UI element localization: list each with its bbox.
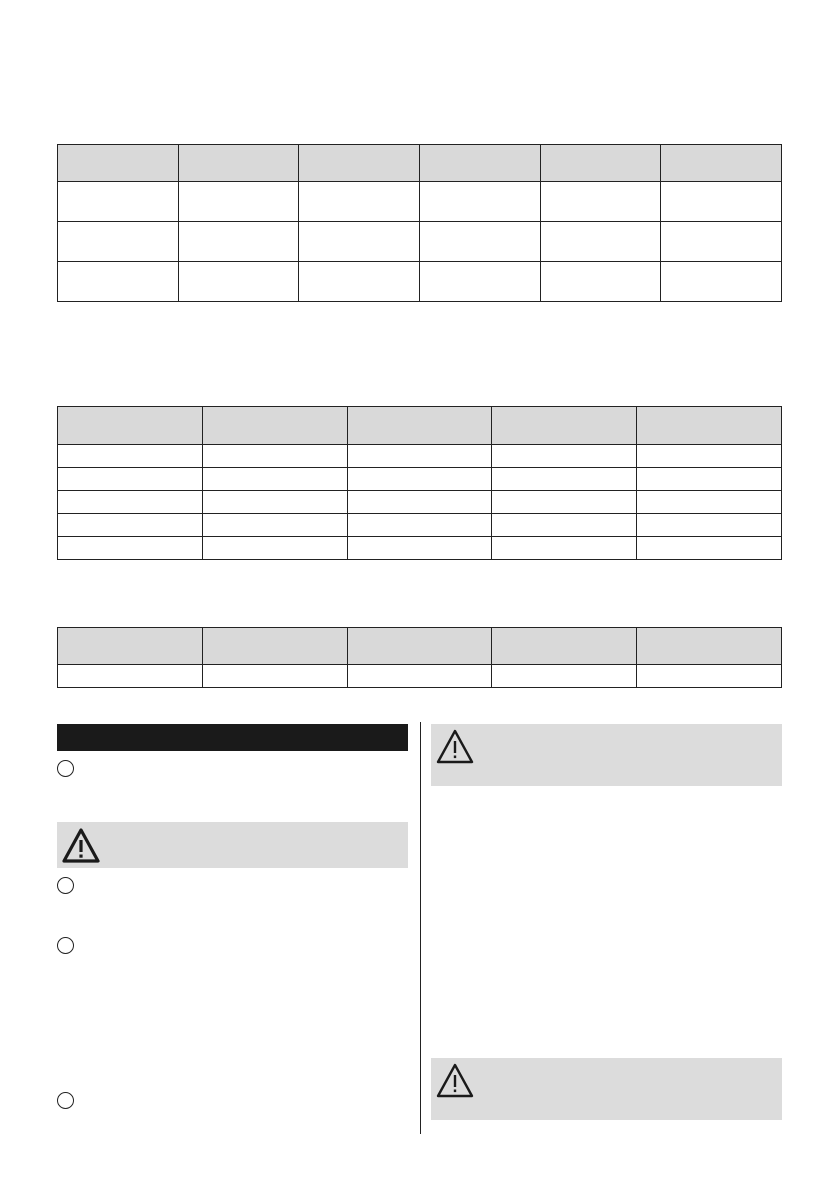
table-cell [637, 665, 782, 688]
table-cell [492, 514, 637, 537]
table-cell [419, 222, 540, 262]
table-cell [58, 665, 203, 688]
step-circle-icon [57, 877, 74, 894]
table-cell [492, 491, 637, 514]
table-cell [58, 514, 203, 537]
header-cell [540, 145, 661, 182]
table-cell [419, 262, 540, 302]
table-row [58, 514, 782, 537]
table-header-row [58, 628, 782, 665]
table-cell [637, 491, 782, 514]
table-header-row [58, 407, 782, 445]
table-cell [202, 445, 347, 468]
header-cell [299, 145, 420, 182]
header-cell [492, 407, 637, 445]
warning-box [57, 822, 408, 868]
spec-table-3 [57, 627, 782, 688]
warning-box [431, 724, 782, 786]
table-cell [178, 222, 299, 262]
table-cell [347, 514, 492, 537]
table-cell [58, 468, 203, 491]
table-cell [492, 468, 637, 491]
table-cell [58, 445, 203, 468]
table-cell [299, 222, 420, 262]
table-cell [492, 537, 637, 560]
table-row [58, 665, 782, 688]
table-cell [202, 537, 347, 560]
table-cell [661, 262, 782, 302]
section-heading-bar [57, 724, 408, 751]
table-cell [299, 262, 420, 302]
step-circle-icon [57, 1092, 74, 1109]
warning-box [431, 1058, 782, 1120]
table-cell [202, 491, 347, 514]
table-header-row [58, 145, 782, 182]
table-cell [540, 262, 661, 302]
table-row [58, 182, 782, 222]
spec-table-2 [57, 406, 782, 560]
table-row [58, 468, 782, 491]
table-cell [419, 182, 540, 222]
header-cell [492, 628, 637, 665]
warning-triangle-icon [435, 728, 475, 765]
table-cell [202, 665, 347, 688]
table-cell [347, 491, 492, 514]
table-cell [347, 468, 492, 491]
table-cell [202, 468, 347, 491]
table-cell [661, 182, 782, 222]
table-cell [58, 537, 203, 560]
step-circle-icon [57, 937, 74, 954]
warning-triangle-icon [61, 827, 101, 864]
table-cell [347, 445, 492, 468]
table-cell [178, 262, 299, 302]
column-divider [420, 722, 421, 1134]
table-cell [540, 222, 661, 262]
table-row [58, 262, 782, 302]
header-cell [661, 145, 782, 182]
table-cell [492, 445, 637, 468]
warning-triangle-icon [435, 1062, 475, 1099]
spec-table-1 [57, 144, 782, 302]
table-cell [637, 468, 782, 491]
table-cell [540, 182, 661, 222]
table-cell [58, 491, 203, 514]
header-cell [202, 628, 347, 665]
table-cell [637, 537, 782, 560]
table-cell [299, 182, 420, 222]
table-cell [58, 262, 179, 302]
header-cell [419, 145, 540, 182]
table-cell [492, 665, 637, 688]
header-cell [637, 628, 782, 665]
header-cell [58, 407, 203, 445]
table-cell [637, 445, 782, 468]
header-cell [178, 145, 299, 182]
header-cell [347, 407, 492, 445]
header-cell [637, 407, 782, 445]
table-row [58, 445, 782, 468]
table-cell [347, 537, 492, 560]
header-cell [58, 628, 203, 665]
table-cell [347, 665, 492, 688]
table-cell [637, 514, 782, 537]
table-cell [661, 222, 782, 262]
step-circle-icon [57, 760, 74, 777]
table-cell [58, 222, 179, 262]
table-cell [202, 514, 347, 537]
header-cell [58, 145, 179, 182]
header-cell [202, 407, 347, 445]
table-row [58, 222, 782, 262]
table-cell [178, 182, 299, 222]
table-row [58, 537, 782, 560]
table-cell [58, 182, 179, 222]
header-cell [347, 628, 492, 665]
table-row [58, 491, 782, 514]
